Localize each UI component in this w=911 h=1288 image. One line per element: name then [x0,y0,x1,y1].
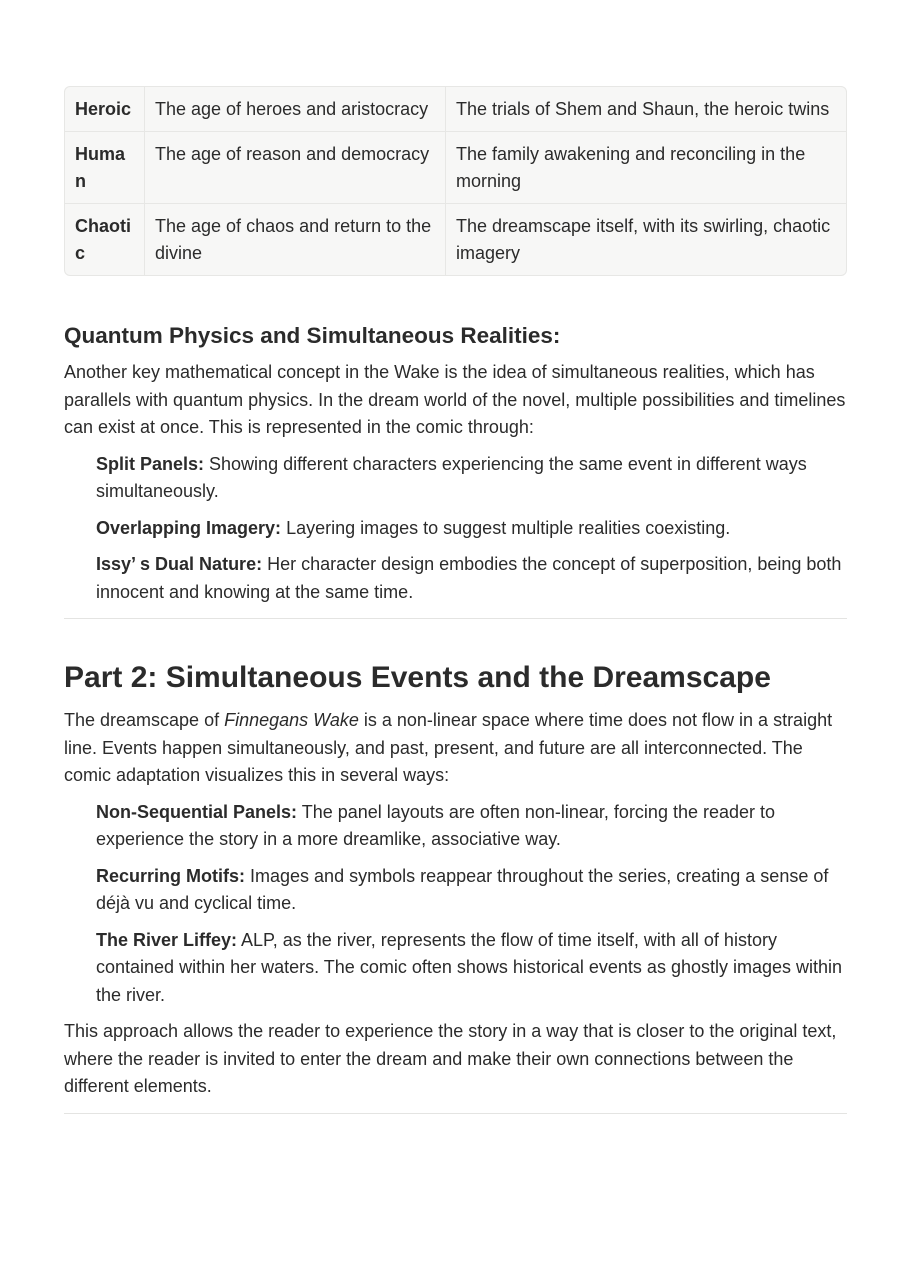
list-item [96,551,847,606]
table-cell-comic: The dreamscape itself, with its swirling, chaotic imagery [456,216,831,263]
table-cell-comic: The family awakening and reconciling in the morning [446,132,846,204]
item-term: Split Panels: [96,453,205,474]
quantum-list [64,451,847,607]
ages-table [64,86,847,276]
table-cell-age: Chaotic [65,204,145,275]
document-content [64,86,847,1114]
list-item [96,927,847,1010]
item-text: ALP, as the river, represents the flow of time itself, with all of history contained within her waters. The comic often shows historical events as ghostly images within the river. [96,929,843,1005]
table-row [65,204,846,275]
quantum-intro: Another key mathematical concept in the Wake is the idea of simultaneous realities, which has parallels with quantum physics. In the dream world of the novel, multiple possibilities and timelines can exist at once. This is represented in the comic through: [64,362,846,437]
item-text: Layering images to suggest multiple realities coexisting. [281,517,731,538]
item-text: Images and symbols reappear throughout the series, creating a sense of déjà vu and cyclical time. [96,865,829,913]
part2-list [64,799,847,1010]
table-row [65,87,846,132]
item-text: Her character design embodies the concept of superposition, being both innocent and knowing at the same time. [96,554,842,602]
table-cell-description: The age of reason and democracy [145,132,446,204]
table-cell-description: The age of chaos and return to the divine [145,204,446,275]
intro-text: The dreamscape of [64,710,225,730]
book-title: Finnegans Wake [224,710,359,730]
part2-heading: Part 2: Simultaneous Events and the Dreamscape [64,661,771,694]
intro-text: is a non-linear space where time does not flow in a straight line. Events happen simultaneously, and past, present, and future are all interconnected. The comic adaptation visualizes this in several ways: [64,710,833,785]
item-term: Non-Sequential Panels: [96,801,298,822]
table-cell-age: Heroic [65,87,145,132]
part2-intro [64,707,847,790]
table-row [65,132,846,204]
list-item [96,799,847,854]
item-text: Showing different characters experiencing the same event in different ways simultaneously. [96,453,807,501]
list-item [96,451,847,506]
item-term: Recurring Motifs: [96,865,246,886]
table-cell-description: The age of heroes and aristocracy [145,87,446,132]
item-term: Issy’ s Dual Nature: [96,554,263,574]
item-term: Overlapping Imagery: [96,517,282,538]
item-term: The River Liffey: [96,929,238,950]
section-divider [64,1113,847,1114]
quantum-heading: Quantum Physics and Simultaneous Realities: [64,323,561,348]
table-cell-comic: The trials of Shem and Shaun, the heroic twins [446,87,846,132]
list-item [96,863,847,918]
table-cell-age: Human [65,132,145,204]
list-item [96,515,847,543]
part2-closing: This approach allows the reader to experience the story in a way that is closer to the original text, where the reader is invited to enter the dream and make their own connections between the different elements. [64,1021,837,1096]
item-text: The panel layouts are often non-linear, forcing the reader to experience the story in a more dreamlike, associative way. [96,801,776,849]
